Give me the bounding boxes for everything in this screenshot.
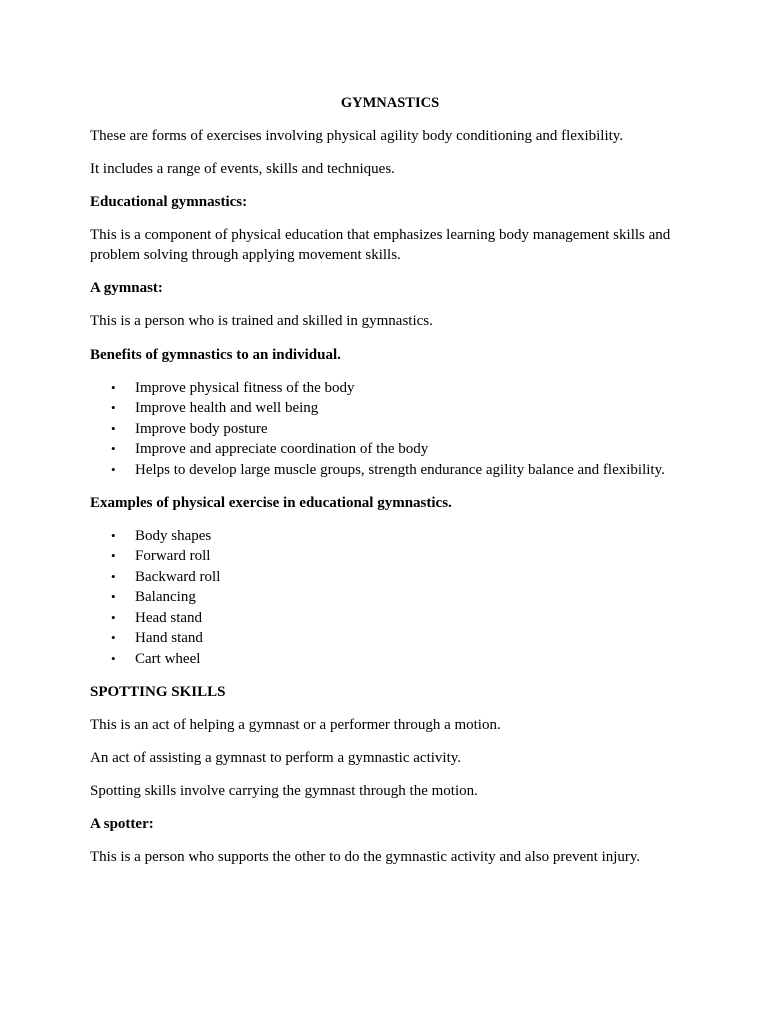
spotting-skills-heading: SPOTTING SKILLS	[90, 683, 226, 700]
benefits-heading: Benefits of gymnastics to an individual.	[90, 346, 341, 363]
spotter-heading: A spotter:	[90, 816, 154, 833]
spotting-paragraph-1: This is an act of helping a gymnast or a performer through a motion.	[90, 717, 501, 734]
list-item-text: Forward roll	[135, 548, 211, 565]
list-item	[90, 398, 690, 419]
list-item	[90, 419, 690, 440]
bullet-icon: •	[111, 548, 116, 564]
educational-gymnastics-heading: Educational gymnastics:	[90, 193, 248, 210]
list-item-text: Helps to develop large muscle groups, strength endurance agility balance and flexibility.	[135, 461, 665, 478]
list-item	[90, 567, 690, 588]
intro-paragraph-1: These are forms of exercises involving physical agility body conditioning and flexibility.	[90, 127, 624, 144]
list-item	[90, 460, 690, 481]
spotting-paragraph-3: Spotting skills involve carrying the gymnast through the motion.	[90, 783, 478, 800]
bullet-icon: •	[111, 650, 116, 666]
bullet-icon: •	[111, 568, 116, 584]
gymnast-text: This is a person who is trained and skilled in gymnastics.	[90, 313, 433, 330]
list-item-text: Improve physical fitness of the body	[135, 379, 355, 396]
list-item	[90, 439, 690, 460]
bullet-icon: •	[111, 461, 116, 477]
list-item-text: Improve health and well being	[135, 400, 319, 417]
list-item-text: Backward roll	[135, 568, 221, 585]
list-item-text: Cart wheel	[135, 650, 201, 667]
document-title: GYMNASTICS	[340, 95, 440, 111]
bullet-icon: •	[111, 420, 116, 436]
list-item	[90, 649, 690, 670]
bullet-icon: •	[111, 441, 116, 457]
examples-list	[90, 526, 690, 670]
document-body	[90, 93, 690, 881]
spotting-paragraph-2: An act of assisting a gymnast to perform a gymnastic activity.	[90, 750, 462, 767]
list-item	[90, 378, 690, 399]
list-item	[90, 608, 690, 629]
bullet-icon: •	[111, 379, 116, 395]
list-item	[90, 587, 690, 608]
intro-paragraph-2: It includes a range of events, skills and techniques.	[90, 160, 395, 177]
list-item-text: Improve and appreciate coordination of the body	[135, 441, 429, 458]
gymnast-heading: A gymnast:	[90, 280, 163, 297]
bullet-icon: •	[111, 527, 116, 543]
list-item-text: Head stand	[135, 609, 203, 626]
list-item-text: Improve body posture	[135, 420, 268, 437]
bullet-icon: •	[111, 609, 116, 625]
list-item-text: Hand stand	[135, 630, 203, 647]
list-item-text: Body shapes	[135, 527, 212, 544]
list-item	[90, 546, 690, 567]
list-item	[90, 628, 690, 649]
bullet-icon: •	[111, 630, 116, 646]
list-item	[90, 526, 690, 547]
benefits-list	[90, 378, 690, 481]
educational-gymnastics-text: This is a component of physical education that emphasizes learning body management skills and problem solving through applying movement skills.	[90, 226, 671, 264]
bullet-icon: •	[111, 400, 116, 416]
examples-heading: Examples of physical exercise in educational gymnastics.	[90, 494, 452, 511]
bullet-icon: •	[111, 589, 116, 605]
spotter-text: This is a person who supports the other to do the gymnastic activity and also prevent injury.	[90, 849, 641, 866]
list-item-text: Balancing	[135, 589, 196, 606]
